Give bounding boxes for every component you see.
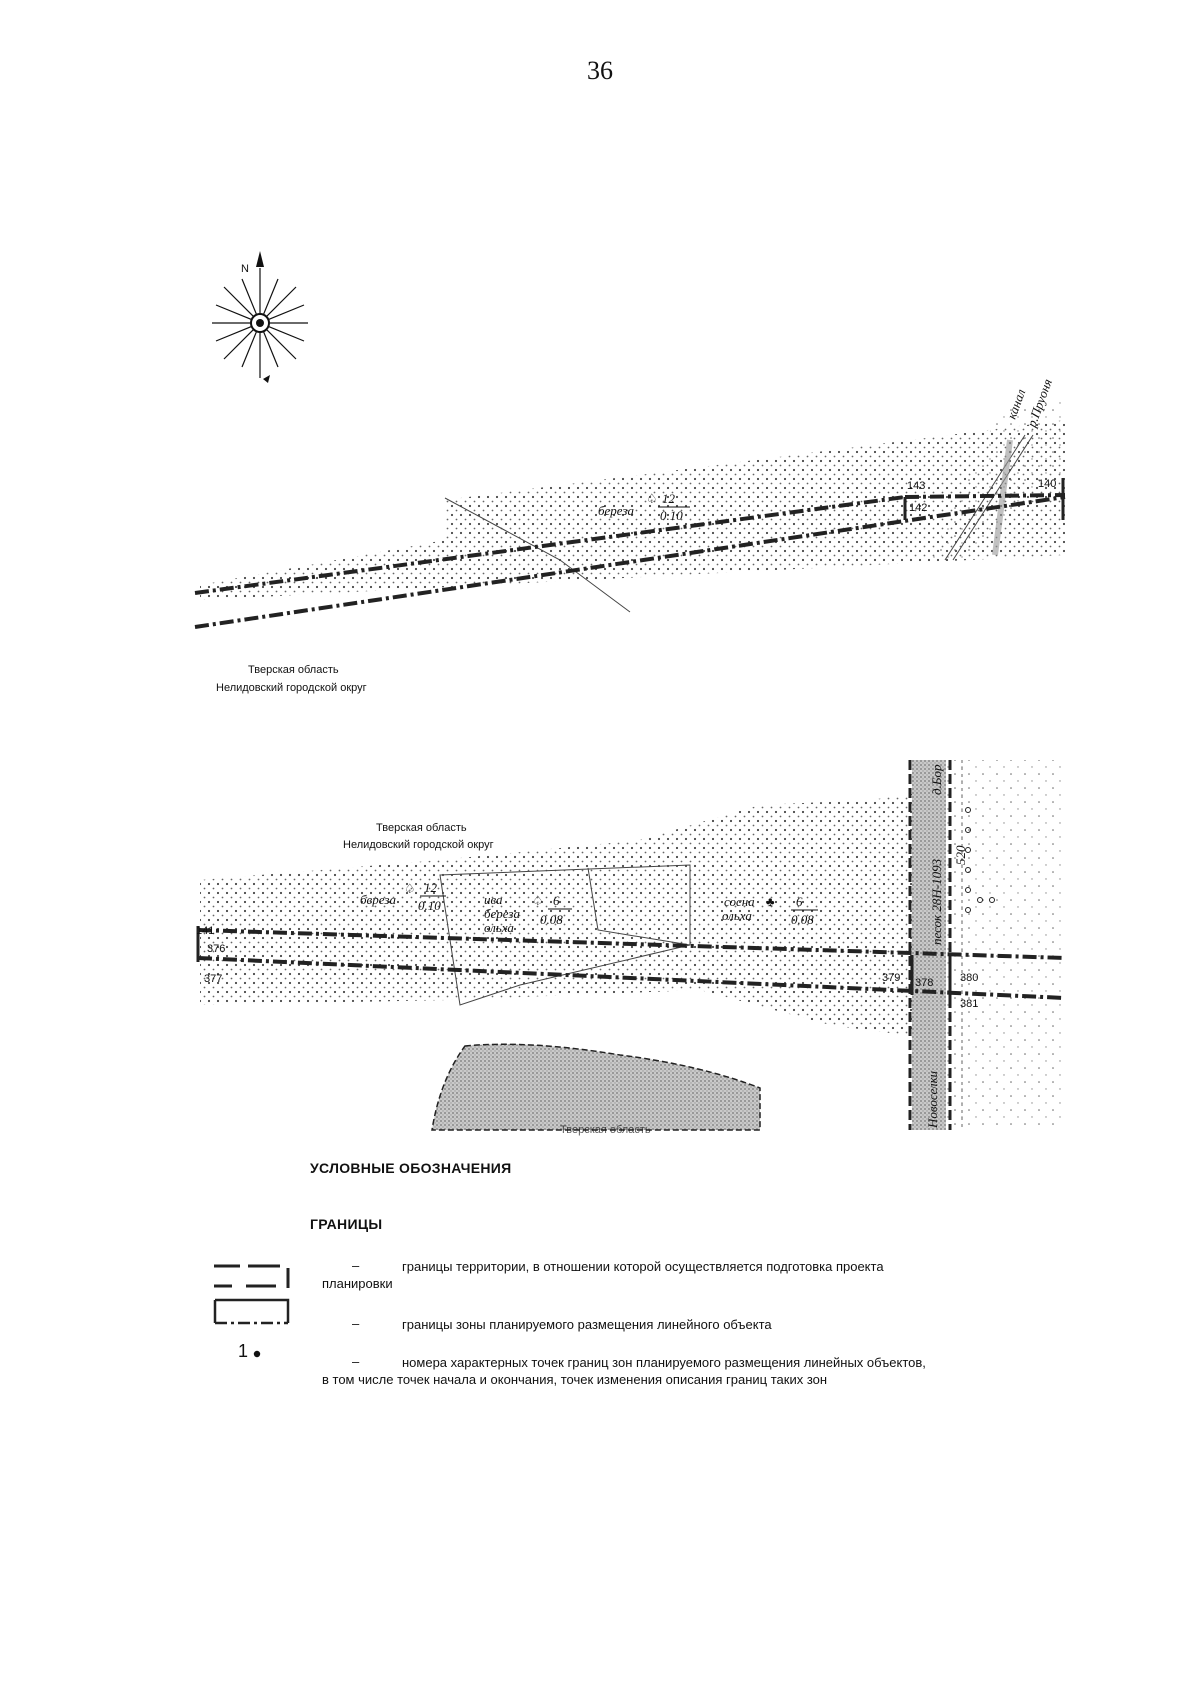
legend-section: ГРАНИЦЫ [310,1216,383,1232]
lower-region-line1: Тверская область [376,822,467,834]
lower-veg2-distance: 0.08 [540,912,563,927]
lower-bottom-cut-label: Тверская область [560,1124,651,1136]
lower-veg2-species-2: береза [484,906,520,921]
upper-point-143: 143 [907,480,926,492]
lower-veg3-distance: 0.08 [791,912,814,927]
lower-veg1-height: 12 [424,880,437,895]
legend-item1-line1: границы территории, в отношении которой осуществляется подготовка проекта [402,1259,884,1274]
legend-dash-2: – [352,1316,360,1331]
upper-veg-height: 12 [662,491,675,506]
upper-canal-label-2: р.Пруоня [1023,376,1056,430]
lower-map [196,760,1065,1136]
upper-canal-label-1: канал [1003,386,1029,422]
lower-road-label: песок 28Н-1093 [929,858,944,945]
legend-item3-line1: номера характерных точек границ зон планируемого размещения линейных объектов, [402,1355,926,1370]
legend-dash-1: – [352,1258,360,1273]
legend-dash-3: – [352,1354,360,1369]
legend-item3-line2: в том числе точек начала и окончания, точек изменения описания границ таких зон [322,1372,828,1387]
compass-north-label: N [241,263,249,275]
tree-icon: ♤ [404,881,416,896]
lower-region-line2: Нелидовский городской округ [343,839,494,851]
legend-point-dot-icon [254,1351,260,1357]
tree-icon: ♤ [532,893,544,908]
legend-title: УСЛОВНЫЕ ОБОЗНАЧЕНИЯ [310,1160,512,1176]
lower-dotted-area [200,790,940,1040]
lower-veg3-species-1: сосна [724,894,755,909]
lower-veg1-species: береза [360,892,396,907]
lower-point-380: 380 [960,972,979,984]
legend-symbol-territory-boundary [214,1266,288,1288]
lower-point-378: 378 [915,977,934,989]
lower-veg2-species-3: ольха [484,920,514,935]
conifer-icon: ♣ [766,894,775,909]
woodland-area [432,1044,760,1130]
lower-veg2-species-1: ива [484,892,503,907]
upper-map [195,377,1065,694]
lower-point-381: 381 [960,998,979,1010]
upper-veg-species: береза [598,503,634,518]
lower-veg1-distance: 0.10 [418,898,441,913]
upper-region-line2: Нелидовский городской округ [216,682,367,694]
tree-icon: ♤ [646,491,658,506]
upper-veg-distance: 0.10 [660,508,683,523]
lower-veg2-height: 6 [553,893,560,908]
lower-veg3-species-2: ольха [722,908,752,923]
legend-item2: границы зоны планируемого размещения линейного объекта [402,1317,772,1332]
page-number: 36 [587,56,613,85]
upper-point-142: 142 [909,502,928,514]
lower-point-141: 141 [196,925,215,937]
lower-village-top: д.Бор [929,764,944,795]
lower-road-width: 520 [953,845,968,865]
lower-point-379: 379 [882,972,901,984]
upper-point-140: 140 [1038,478,1057,490]
legend-symbol-zone-boundary [215,1300,288,1323]
lower-village-bottom: Новоселки [925,1070,940,1128]
legend-item1-line2: планировки [322,1276,393,1291]
lower-veg3-height: 6 [796,894,803,909]
compass-rose-icon [212,251,308,383]
legend-item3-symbol: 1 [238,1341,249,1361]
lower-point-377: 377 [204,973,223,985]
lower-point-376: 376 [207,943,226,955]
upper-region-line1: Тверская область [248,664,339,676]
